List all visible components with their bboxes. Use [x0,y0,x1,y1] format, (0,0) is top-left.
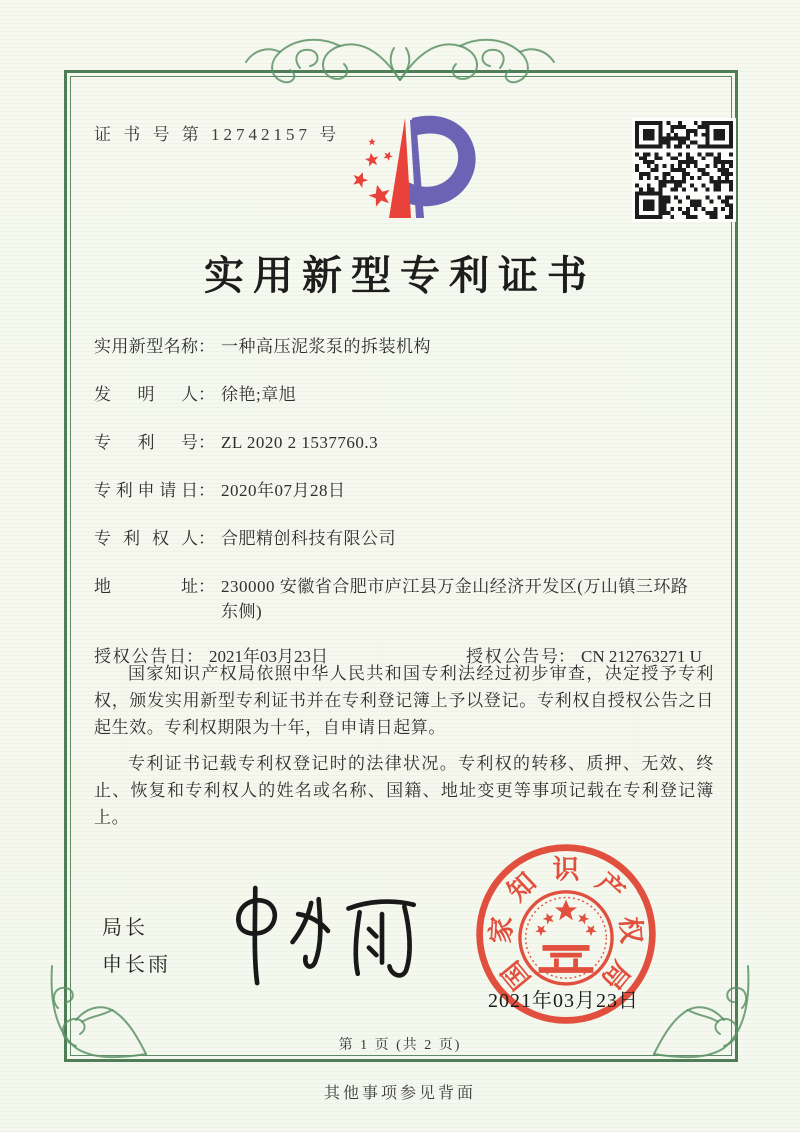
legal-paragraph-1: 国家知识产权局依照中华人民共和国专利法经过初步审查，决定授予专利权，颁发实用新型专利证书并在专利登记簿上予以登记。专利权自授权公告之日起生效。专利权期限为十年，自申请日起算。 [94,664,714,737]
field-label: 专利申请日 [94,481,198,500]
signature-handwriting-icon [218,876,423,996]
back-note: 其他事项参见背面 [323,1085,476,1102]
field-value: ZL 2020 2 1537760.3 [221,433,379,452]
field-colon: ： [198,577,215,596]
svg-text:权: 权 [614,915,647,945]
field-list [94,334,714,692]
field-colon: ： [198,529,215,548]
field-colon: ： [186,647,203,666]
field-label: 实用新型名称 [94,337,198,356]
svg-text:产: 产 [590,866,631,907]
field-colon: ： [198,481,215,500]
field-value: CN 212763271 U [581,647,702,666]
field-value: 230000 安徽省合肥市庐江县万金山经济开发区(万山镇三环路东侧) [221,577,689,621]
field-label: 专利号 [94,433,198,452]
field-colon: ： [198,385,215,404]
svg-text:家: 家 [485,915,518,945]
svg-text:国: 国 [496,955,537,996]
field-colon: ： [198,337,215,356]
signer-name: 申长雨 [102,954,171,976]
field-value: 一种高压泥浆泵的拆装机构 [221,337,431,356]
field-row-patent-number [94,430,714,455]
field-value: 2021年03月23日 [209,647,328,666]
field-colon: ： [198,433,215,452]
field-label: 授权公告日 [94,647,186,666]
seal-text-arc [486,854,647,995]
field-row-patentee [94,526,714,551]
qr-code [632,118,736,222]
certificate-title: 实用新型专利证书 [204,253,596,298]
field-row-inventor [94,382,714,407]
svg-text:识: 识 [552,854,580,885]
field-value: 合肥精创科技有限公司 [221,529,396,548]
issue-date: 2021年03月23日 [488,990,639,1012]
field-value: 2020年07月28日 [221,481,346,500]
legal-text [94,660,714,840]
qr-code-pattern [635,121,733,219]
svg-text:知: 知 [501,866,542,907]
national-emblem-icon [520,892,612,984]
field-row-filing-date [94,478,714,503]
field-row-address [94,574,714,624]
field-label: 发明人 [94,385,198,404]
svg-text:局: 局 [595,955,636,996]
field-row-name [94,334,714,359]
field-label: 授权公告号 [466,647,558,666]
page-indicator: 第 1 页 (共 2 页) [338,1038,462,1053]
certificate-number: 证 书 号 第 12742157 号 [94,125,341,144]
signer-title: 局长 [102,917,148,939]
field-label: 地址 [94,577,198,596]
cnipa-logo-icon [332,110,482,236]
field-colon: ： [558,647,575,666]
field-label: 专利权人 [94,529,198,548]
signer-block [102,910,171,984]
legal-paragraph-2: 专利证书记载专利权登记时的法律状况。专利权的转移、质押、无效、终止、恢复和专利权人的姓名或名称、国籍、地址变更等事项记载在专利登记簿上。 [94,754,714,827]
field-value: 徐艳;章旭 [221,385,297,404]
